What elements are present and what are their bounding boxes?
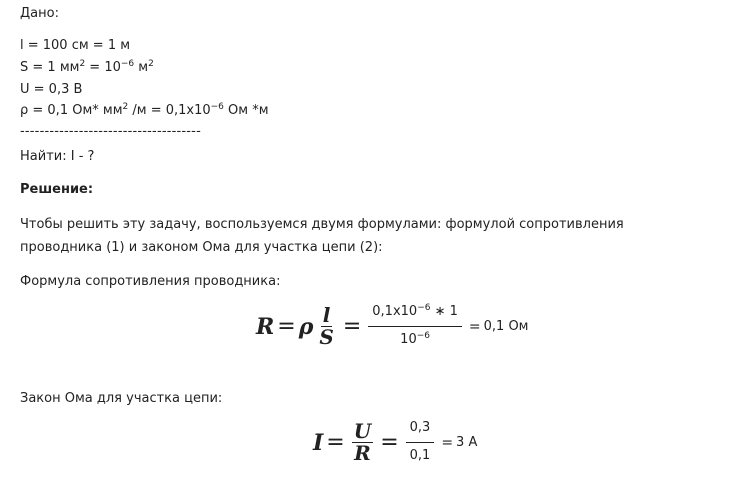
resistance-den-text: 10 (400, 332, 417, 347)
given-area-suffix: м (134, 60, 149, 75)
given-area (20, 60, 154, 76)
given-length: l = 100 см = 1 м (20, 38, 131, 53)
resistance-caption: Формула сопротивления проводника: (20, 274, 281, 289)
given-area-prefix: S = 1 мм (20, 60, 80, 75)
given-title: Дано: (20, 6, 59, 21)
ohm-equals-2: = (380, 430, 399, 455)
resistance-num-tail: ∗ 1 (430, 304, 458, 320)
ohm-lhs: I (313, 429, 324, 456)
given-rho-suffix: Ом *м (223, 103, 269, 118)
resistance-num (368, 305, 462, 327)
given-rho-mid: /м = 0,1х10 (128, 103, 211, 118)
ohm-frac-num: U (353, 419, 372, 443)
resistance-frac-den: S (319, 325, 334, 349)
ohm-fraction-symbolic (352, 421, 373, 464)
given-rho-exp: −6 (210, 102, 224, 112)
ohm-equals-3: = (441, 434, 454, 451)
solution-intro-line2: проводника (1) и законом Ома для участка цепи (2): (20, 240, 383, 255)
solution-intro-line1: Чтобы решить эту задачу, воспользуемся двумя формулами: формулой сопротивления (20, 217, 624, 232)
resistance-rho: ρ (298, 313, 314, 340)
given-area-mm-sq: 2 (79, 59, 86, 69)
resistance-den-exp: −6 (416, 331, 430, 341)
resistance-lhs: R (256, 313, 275, 340)
find-line: Найти: I - ? (20, 149, 95, 164)
given-area-m-sq: 2 (148, 59, 154, 69)
given-rho-prefix: ρ = 0,1 Ом* мм (20, 103, 123, 118)
resistance-equals-2: = (342, 314, 362, 339)
given-voltage: U = 0,3 В (20, 82, 83, 97)
ohm-formula (313, 421, 477, 464)
resistance-num-exp: −6 (417, 303, 431, 314)
resistance-fraction-numeric (368, 305, 462, 348)
given-rho-mm-sq: 2 (122, 102, 129, 112)
resistance-den (397, 327, 433, 348)
resistance-fraction-symbolic (317, 305, 335, 348)
ohm-result: 3 А (456, 435, 478, 450)
resistance-equals-3: = (468, 318, 481, 335)
resistance-equals-1: = (277, 314, 296, 339)
resistance-result: 0,1 Ом (483, 319, 529, 334)
given-divider: ------------------------------------- (20, 124, 201, 139)
solution-heading: Решение: (20, 182, 94, 197)
ohm-frac-den: R (354, 441, 371, 465)
ohm-fraction-numeric (406, 421, 435, 464)
ohm-num: 0,3 (406, 421, 435, 443)
resistance-num-text: 0,1х10 (372, 304, 418, 320)
given-area-mid: = 10 (85, 60, 121, 75)
resistance-formula (256, 305, 529, 348)
ohm-equals-1: = (326, 430, 345, 455)
resistance-frac-num: l (322, 303, 331, 327)
given-area-exp: −6 (120, 59, 135, 69)
ohm-den: 0,1 (409, 448, 431, 463)
ohm-caption: Закон Ома для участка цепи: (20, 391, 223, 406)
given-resistivity (20, 103, 269, 119)
